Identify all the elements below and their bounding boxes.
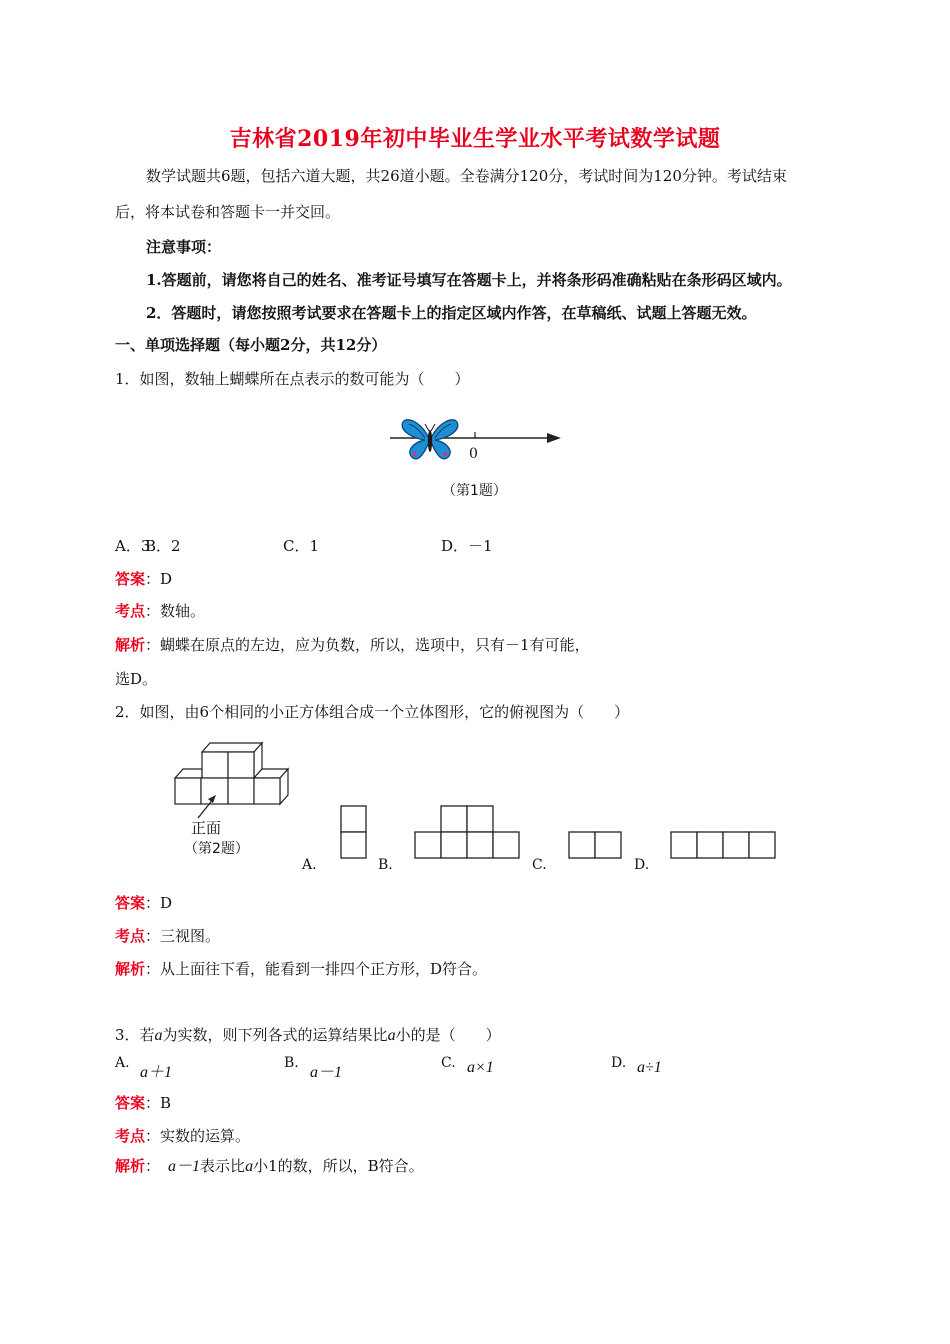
q3-point-line: 考点：实数的运算。 (115, 1127, 251, 1145)
origin-label: 0 (469, 446, 478, 462)
q1-caption: （第1题） (442, 483, 507, 499)
q1-option-c: C．1 (283, 537, 320, 555)
notice-item-1: 1.答题前，请您将自己的姓名、准考证号填写在答题卡上，并将条形码准确粘贴在条形码区域内。 (146, 271, 792, 289)
intro-line-1: 数学试题共6题，包括六道大题，共26道小题。全卷满分120分，考试时间为120分钟。考试结束 (146, 167, 787, 185)
q3-option-d-label: D. (611, 1055, 627, 1071)
option-d-view (670, 831, 778, 861)
q2-point: 三视图。 (160, 927, 221, 945)
variable-a: a (245, 1158, 254, 1175)
notice-item-2: 2．答题时，请您按照考试要求在答题卡上的指定区域内作答，在草稿纸、试题上答题无效。 (146, 304, 757, 322)
q2-option-d: D. (634, 857, 650, 873)
q3-option-a-label: A. (115, 1055, 130, 1071)
point-label: 考点 (115, 927, 146, 945)
q3-answer: B (160, 1094, 172, 1112)
number-line-arrow (547, 433, 561, 443)
q3-option-c-expr: a×1 (467, 1059, 494, 1076)
q1-stem: 1．如图，数轴上蝴蝶所在点表示的数可能为（ ） (115, 370, 470, 388)
q3-option-a-expr: a＋1 (140, 1064, 173, 1081)
section-1-heading: 一、单项选择题（每小题2分，共12分） (115, 336, 387, 354)
q2-option-c: C. (532, 857, 547, 873)
option-c-view (568, 831, 624, 861)
q3-option-c-label: C. (441, 1055, 456, 1071)
q1-analysis: 蝴蝶在原点的左边，应为负数，所以，选项中，只有－1有可能， (160, 636, 590, 654)
q3-analysis-expr: a－1 (168, 1158, 201, 1175)
point-label: 考点 (115, 602, 146, 620)
q3-option-b-expr: a－1 (310, 1064, 343, 1081)
intro-line-2: 后，将本试卷和答题卡一并交回。 (115, 203, 341, 221)
answer-label: 答案 (115, 570, 146, 588)
q2-option-a: A. (302, 857, 317, 873)
number-line-figure (385, 408, 575, 468)
variable-a: a (154, 1027, 163, 1044)
q3-stem: 3．若a为实数，则下列各式的运算结果比a小的是（ ） (115, 1026, 501, 1044)
q2-answer-line: 答案：D (115, 894, 173, 912)
q1-option-d: D．－1 (441, 537, 493, 555)
q1-answer-line: 答案：D (115, 570, 173, 588)
q1-point: 数轴。 (160, 602, 206, 620)
answer-label: 答案 (115, 1094, 146, 1112)
q3-option-b-label: B. (284, 1055, 299, 1071)
analysis-label: 解析 (115, 960, 146, 978)
q2-analysis: 从上面往下看，能看到一排四个正方形，D符合。 (160, 960, 488, 978)
q3-answer-line: 答案：B (115, 1094, 172, 1112)
q1-option-a: A．3 (115, 537, 151, 555)
q1-analysis-line: 解析：蝴蝶在原点的左边，应为负数，所以，选项中，只有－1有可能， (115, 636, 590, 654)
analysis-label: 解析 (115, 1157, 146, 1175)
q1-option-b: B．2 (145, 537, 181, 555)
q1-analysis-line-2: 选D。 (115, 670, 158, 688)
q2-caption: （第2题） (184, 841, 249, 857)
q2-stem: 2．如图，由6个相同的小正方体组合成一个立体图形，它的俯视图为（ ） (115, 703, 630, 721)
answer-label: 答案 (115, 894, 146, 912)
q2-analysis-line: 解析：从上面往下看，能看到一排四个正方形，D符合。 (115, 960, 488, 978)
notice-heading: 注意事项： (146, 238, 222, 256)
page-title: 吉林省2019年初中毕业生学业水平考试数学试题 (229, 126, 721, 152)
analysis-label: 解析 (115, 636, 146, 654)
q3-point: 实数的运算。 (160, 1127, 251, 1145)
point-label: 考点 (115, 1127, 146, 1145)
q2-answer: D (160, 894, 173, 912)
cube-solid-figure (170, 738, 300, 848)
q2-option-b: B. (378, 857, 393, 873)
q1-point-line: 考点：数轴。 (115, 602, 206, 620)
option-b-view (414, 805, 522, 861)
q1-answer: D (160, 570, 173, 588)
option-a-view (340, 805, 368, 861)
q3-option-d-expr: a÷1 (637, 1059, 662, 1076)
butterfly-icon (402, 420, 458, 459)
variable-a: a (387, 1027, 396, 1044)
q3-analysis-line: 解析： a－1表示比a小1的数，所以，B符合。 (115, 1157, 424, 1175)
front-label: 正面 (191, 819, 222, 837)
q2-point-line: 考点：三视图。 (115, 927, 221, 945)
